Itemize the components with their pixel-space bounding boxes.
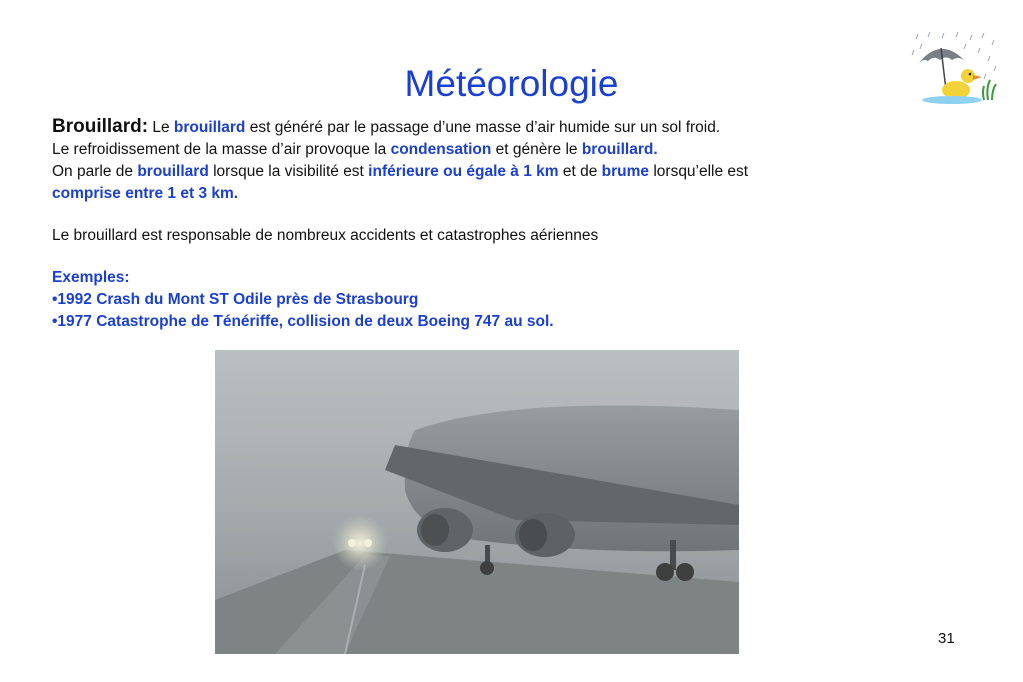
examples-heading: Exemples:	[52, 269, 130, 286]
text: et génère le	[491, 141, 582, 158]
responsibility-line: Le brouillard est responsable de nombreux accidents et catastrophes aériennes	[52, 227, 599, 244]
text: lorsqu’elle est	[649, 163, 749, 180]
text: est généré par le passage d’une masse d’air humide sur un sol froid.	[245, 119, 721, 136]
text: lorsque la visibilité est	[208, 163, 369, 180]
visibility-line	[52, 161, 952, 183]
example-item: •1977 Catastrophe de Ténériffe, collision de deux Boeing 747 au sol.	[52, 313, 554, 330]
slide-body	[52, 116, 952, 333]
keyword: comprise entre 1 et 3 km.	[52, 185, 239, 202]
visibility-range-line	[52, 183, 952, 205]
page-number: 31	[938, 630, 955, 647]
text: On parle de	[52, 163, 138, 180]
airplane-fog-photo	[215, 350, 739, 654]
keyword: inférieure ou égale à 1 km	[368, 163, 559, 180]
slide-title: Météorologie	[404, 63, 619, 104]
text: Le refroidissement de la masse d’air provoque la	[52, 141, 391, 158]
condensation-line	[52, 139, 952, 161]
keyword: brouillard	[173, 119, 246, 136]
text: Le	[148, 119, 174, 136]
keyword: brume	[601, 163, 650, 180]
definition-line	[52, 116, 952, 139]
duck-umbrella-rain-icon	[910, 30, 1000, 108]
text: et de	[558, 163, 602, 180]
keyword: condensation	[390, 141, 492, 158]
keyword: brouillard.	[581, 141, 658, 158]
brouillard-heading: Brouillard:	[52, 116, 149, 137]
example-item: •1992 Crash du Mont ST Odile près de Strasbourg	[52, 291, 419, 308]
keyword: brouillard	[137, 163, 209, 180]
